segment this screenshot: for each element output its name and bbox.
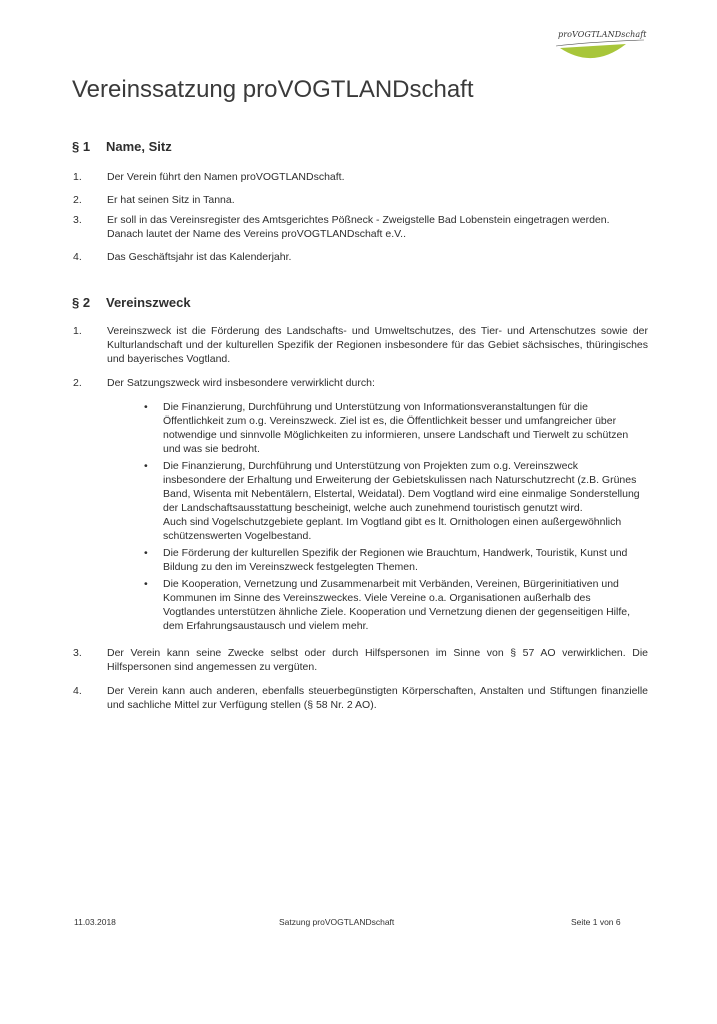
item-text: Der Verein kann seine Zwecke selbst oder durch Hilfspersonen im Sinne von § 57 AO verwirklichen. Die Hilfspersonen sind angemessen zu vergüten. bbox=[107, 647, 648, 673]
item-number: 2. bbox=[73, 377, 82, 389]
item-number: 3. bbox=[73, 647, 82, 659]
item-text: Er hat seinen Sitz in Tanna. bbox=[107, 194, 235, 206]
bullet-text: Die Finanzierung, Durchführung und Unterstützung von Informationsveranstaltungen für die Öffentlichkeit zum o.g. Vereinszweck. Ziel ist es, die Öffentlichkeit besser und umfangreicher über notwendige und sinnvolle Möglichkeiten zu informieren, unsere Landschaft und Tierwelt zu schützen und was sie bedroht. bbox=[163, 401, 629, 455]
item-number: 3. bbox=[73, 214, 82, 226]
page-title: Vereinssatzung proVOGTLANDschaft bbox=[72, 76, 474, 103]
item-number: 2. bbox=[73, 194, 82, 206]
bullet-text: Auch sind Vogelschutzgebiete geplant. Im Vogtland gibt es lt. Ornithologen einen außergewöhnlich schützenswerten Vogelbestand. bbox=[163, 516, 622, 542]
bullet-item bbox=[144, 577, 643, 633]
section-1-heading bbox=[72, 139, 172, 154]
bullet-continuation bbox=[163, 515, 643, 543]
section-2-heading bbox=[72, 295, 191, 310]
bullet-text: Die Finanzierung, Durchführung und Unterstützung von Projekten zum o.g. Vereinszweck insbesondere der Erhaltung und Erweiterung der Gebietskulissen nach Naturschutzrecht (z.B. Grünes Band, Wisenta mit Nebentälern, Elstertal, Weidatal). Dem Vogtland wird eine einmalige Sonderstellung der Landschaftsausstattung bescheinigt, welche auch zunehmend touristisch genutzt wird. bbox=[163, 460, 640, 514]
logo-text: proVOGTLANDschaft bbox=[558, 30, 647, 39]
bullet-text: Die Kooperation, Vernetzung und Zusammenarbeit mit Verbänden, Vereinen, Bürgerinitiativen und Kommunen im Sinne des Vereinszweckes. Viele Vereine o.a. Organisationen außerhalb des Vogtlandes unterstützen ähnliche Ziele. Kooperation und Vernetzung dienen der gegenseitigen Hilfe, dem Erfahrungsaustausch und vielem mehr. bbox=[163, 578, 630, 632]
item-text: Das Geschäftsjahr ist das Kalenderjahr. bbox=[107, 251, 292, 263]
section-2-title: Vereinszweck bbox=[106, 295, 191, 310]
footer-date: 11.03.2018 bbox=[74, 917, 116, 927]
section-2-number: § 2 bbox=[72, 295, 91, 310]
item-number: 4. bbox=[73, 251, 82, 263]
item-text: Der Verein führt den Namen proVOGTLANDschaft. bbox=[107, 171, 345, 183]
bullet-list bbox=[144, 400, 643, 636]
bullet-icon: • bbox=[144, 460, 148, 472]
item-text: Der Verein kann auch anderen, ebenfalls steuerbegünstigten Körperschaften, Anstalten und Stiftungen finanzielle und sachliche Mittel zur Verfügung stellen (§ 58 Nr. 2 AO). bbox=[107, 685, 648, 711]
bullet-text: Die Förderung der kulturellen Spezifik der Regionen wie Brauchtum, Handwerk, Touristik, Kunst und Bildung zu den im Vereinszweck festgelegten Themen. bbox=[163, 547, 628, 573]
bullet-icon: • bbox=[144, 547, 148, 559]
bullet-item bbox=[144, 459, 643, 515]
logo bbox=[548, 30, 648, 70]
section-1-number: § 1 bbox=[72, 139, 91, 154]
item-text: Er soll in das Vereinsregister des Amtsgerichtes Pößneck - Zweigstelle Bad Lobenstein eingetragen werden. Danach lautet der Name des Vereins proVOGTLANDschaft e.V.. bbox=[107, 214, 610, 240]
item-number: 1. bbox=[73, 171, 82, 183]
section-1-title: Name, Sitz bbox=[106, 139, 172, 154]
item-number: 4. bbox=[73, 685, 82, 697]
item-text: Vereinszweck ist die Förderung des Landschafts- und Umweltschutzes, des Tier- und Artenschutzes sowie der Kulturlandschaft und der kulturellen Spezifik der Regionen insbesondere für das Gebiet sächsisches, thüringisches und bayerisches Vogtland. bbox=[107, 325, 648, 365]
item-number: 1. bbox=[73, 325, 82, 337]
footer-page-number: Seite 1 von 6 bbox=[571, 917, 621, 927]
footer-title: Satzung proVOGTLANDschaft bbox=[279, 917, 395, 927]
bullet-icon: • bbox=[144, 401, 148, 413]
bullet-icon: • bbox=[144, 578, 148, 590]
bullet-item bbox=[144, 400, 643, 456]
bullet-item bbox=[144, 546, 643, 574]
item-text: Der Satzungszweck wird insbesondere verwirklicht durch: bbox=[107, 377, 375, 389]
